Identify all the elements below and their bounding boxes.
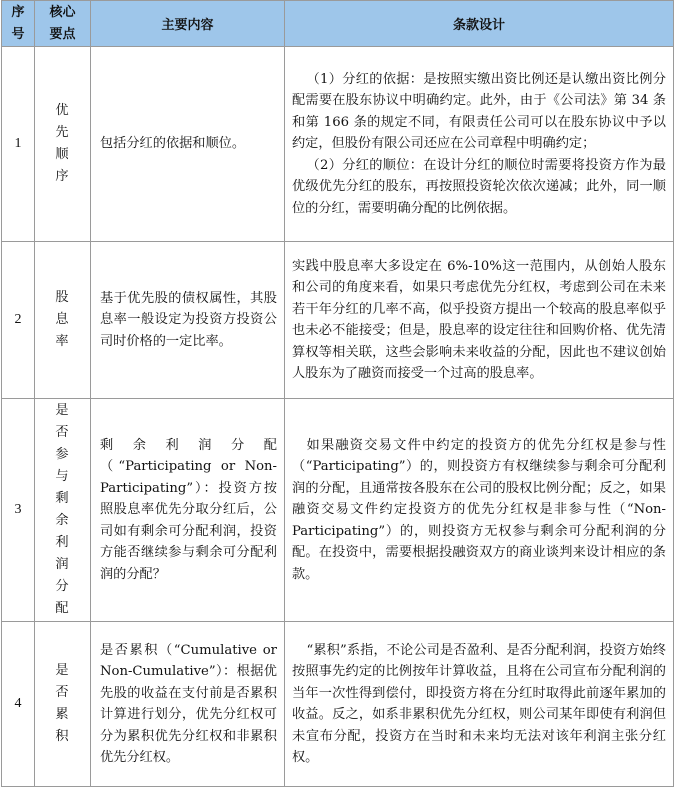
row-main: 是否累积（“Cumulative or Non-Cumulative”）：根据优先股的收益在支付前是否累积计算进行划分，优先分红权可分为累积优先分红权和非累积优先分红权。 xyxy=(91,622,285,787)
table-row xyxy=(2,242,674,399)
header-clause: 条款设计 xyxy=(285,1,674,47)
table-row xyxy=(2,399,674,622)
row-seq: 2 xyxy=(2,242,35,399)
table-header-row xyxy=(2,1,674,47)
header-seq: 序号 xyxy=(2,1,35,47)
table-row xyxy=(2,622,674,787)
row-clause xyxy=(285,622,674,787)
dividend-terms-table xyxy=(1,0,674,787)
header-key: 核心要点 xyxy=(35,1,91,47)
row-seq: 4 xyxy=(2,622,35,787)
row-main: 包括分红的依据和顺位。 xyxy=(91,47,285,242)
clause-paragraph: （1）分红的依据：是按照实缴出资比例还是认缴出资比例分配需要在股东协议中明确约定。此外，由于《公司法》第 34 条和第 166 条的规定不同，有限责任公司可以在股东协议中予以约定，但股份有限公司还应在公司章程中明确约定； xyxy=(292,71,666,152)
row-clause xyxy=(285,47,674,242)
row-key: 优先顺序 xyxy=(35,47,91,242)
row-clause xyxy=(285,399,674,622)
row-key: 是否参与剩余利润分配 xyxy=(35,399,91,622)
row-seq: 1 xyxy=(2,47,35,242)
row-key: 股息率 xyxy=(35,242,91,399)
row-main: 剩余利润分配（“Participating or Non-Participating”）：投资方按照股息率优先分取分红后，公司如有剩余可分配利润，投资方能否继续参与剩余可分配利润的分配？ xyxy=(91,399,285,622)
table-row xyxy=(2,47,674,242)
clause-paragraph: （2）分红的顺位：在设计分红的顺位时需要将投资方作为最优级优先分红的股东，再按照投资轮次依次递减；此外，同一顺位的分红，需要明确分配的比例依据。 xyxy=(292,157,666,216)
clause-paragraph: 如果融资交易文件中约定的投资方的优先分红权是参与性（“Participating”）的，则投资方有权继续参与剩余可分配利润的分配，且通常按各股东在公司的股权比例分配；反之，如果融资交易文件约定投资方的优先分红权是非参与性（“Non-Participating”）的，则投资方无权参与剩余可分配利润的分配。在投资中，需要根据投融资双方的商业谈判来设计相应的条款。 xyxy=(292,437,666,582)
row-seq: 3 xyxy=(2,399,35,622)
header-main: 主要内容 xyxy=(91,1,285,47)
clause-paragraph: “累积”系指，不论公司是否盈利、是否分配利润，投资方始终按照事先约定的比例按年计算收益，且将在公司宣布分配利润的当年一次性得到偿付，即投资方将在分红时取得此前逐年累加的收益。反之，如系非累积优先分红权，则公司某年即使有利润但未宣布分配，投资方在当时和未来均无法对该年利润主张分红权。 xyxy=(292,642,666,765)
row-key: 是否累积 xyxy=(35,622,91,787)
clause-paragraph: 实践中股息率大多设定在 6%-10%这一范围内，从创始人股东和公司的角度来看，如果只考虑优先分红权，考虑到公司在未来若干年分红的几率不高，似乎投资方提出一个较高的股息率似乎也未必不能接受；但是，股息率的设定往往和回购价格、优先清算权等相关联，这些会影响未来收益的分配，因此也不建议创始人股东为了融资而接受一个过高的股息率。 xyxy=(292,258,666,381)
row-clause xyxy=(285,242,674,399)
row-main: 基于优先股的债权属性，其股息率一般设定为投资方投资公司时价格的一定比率。 xyxy=(91,242,285,399)
